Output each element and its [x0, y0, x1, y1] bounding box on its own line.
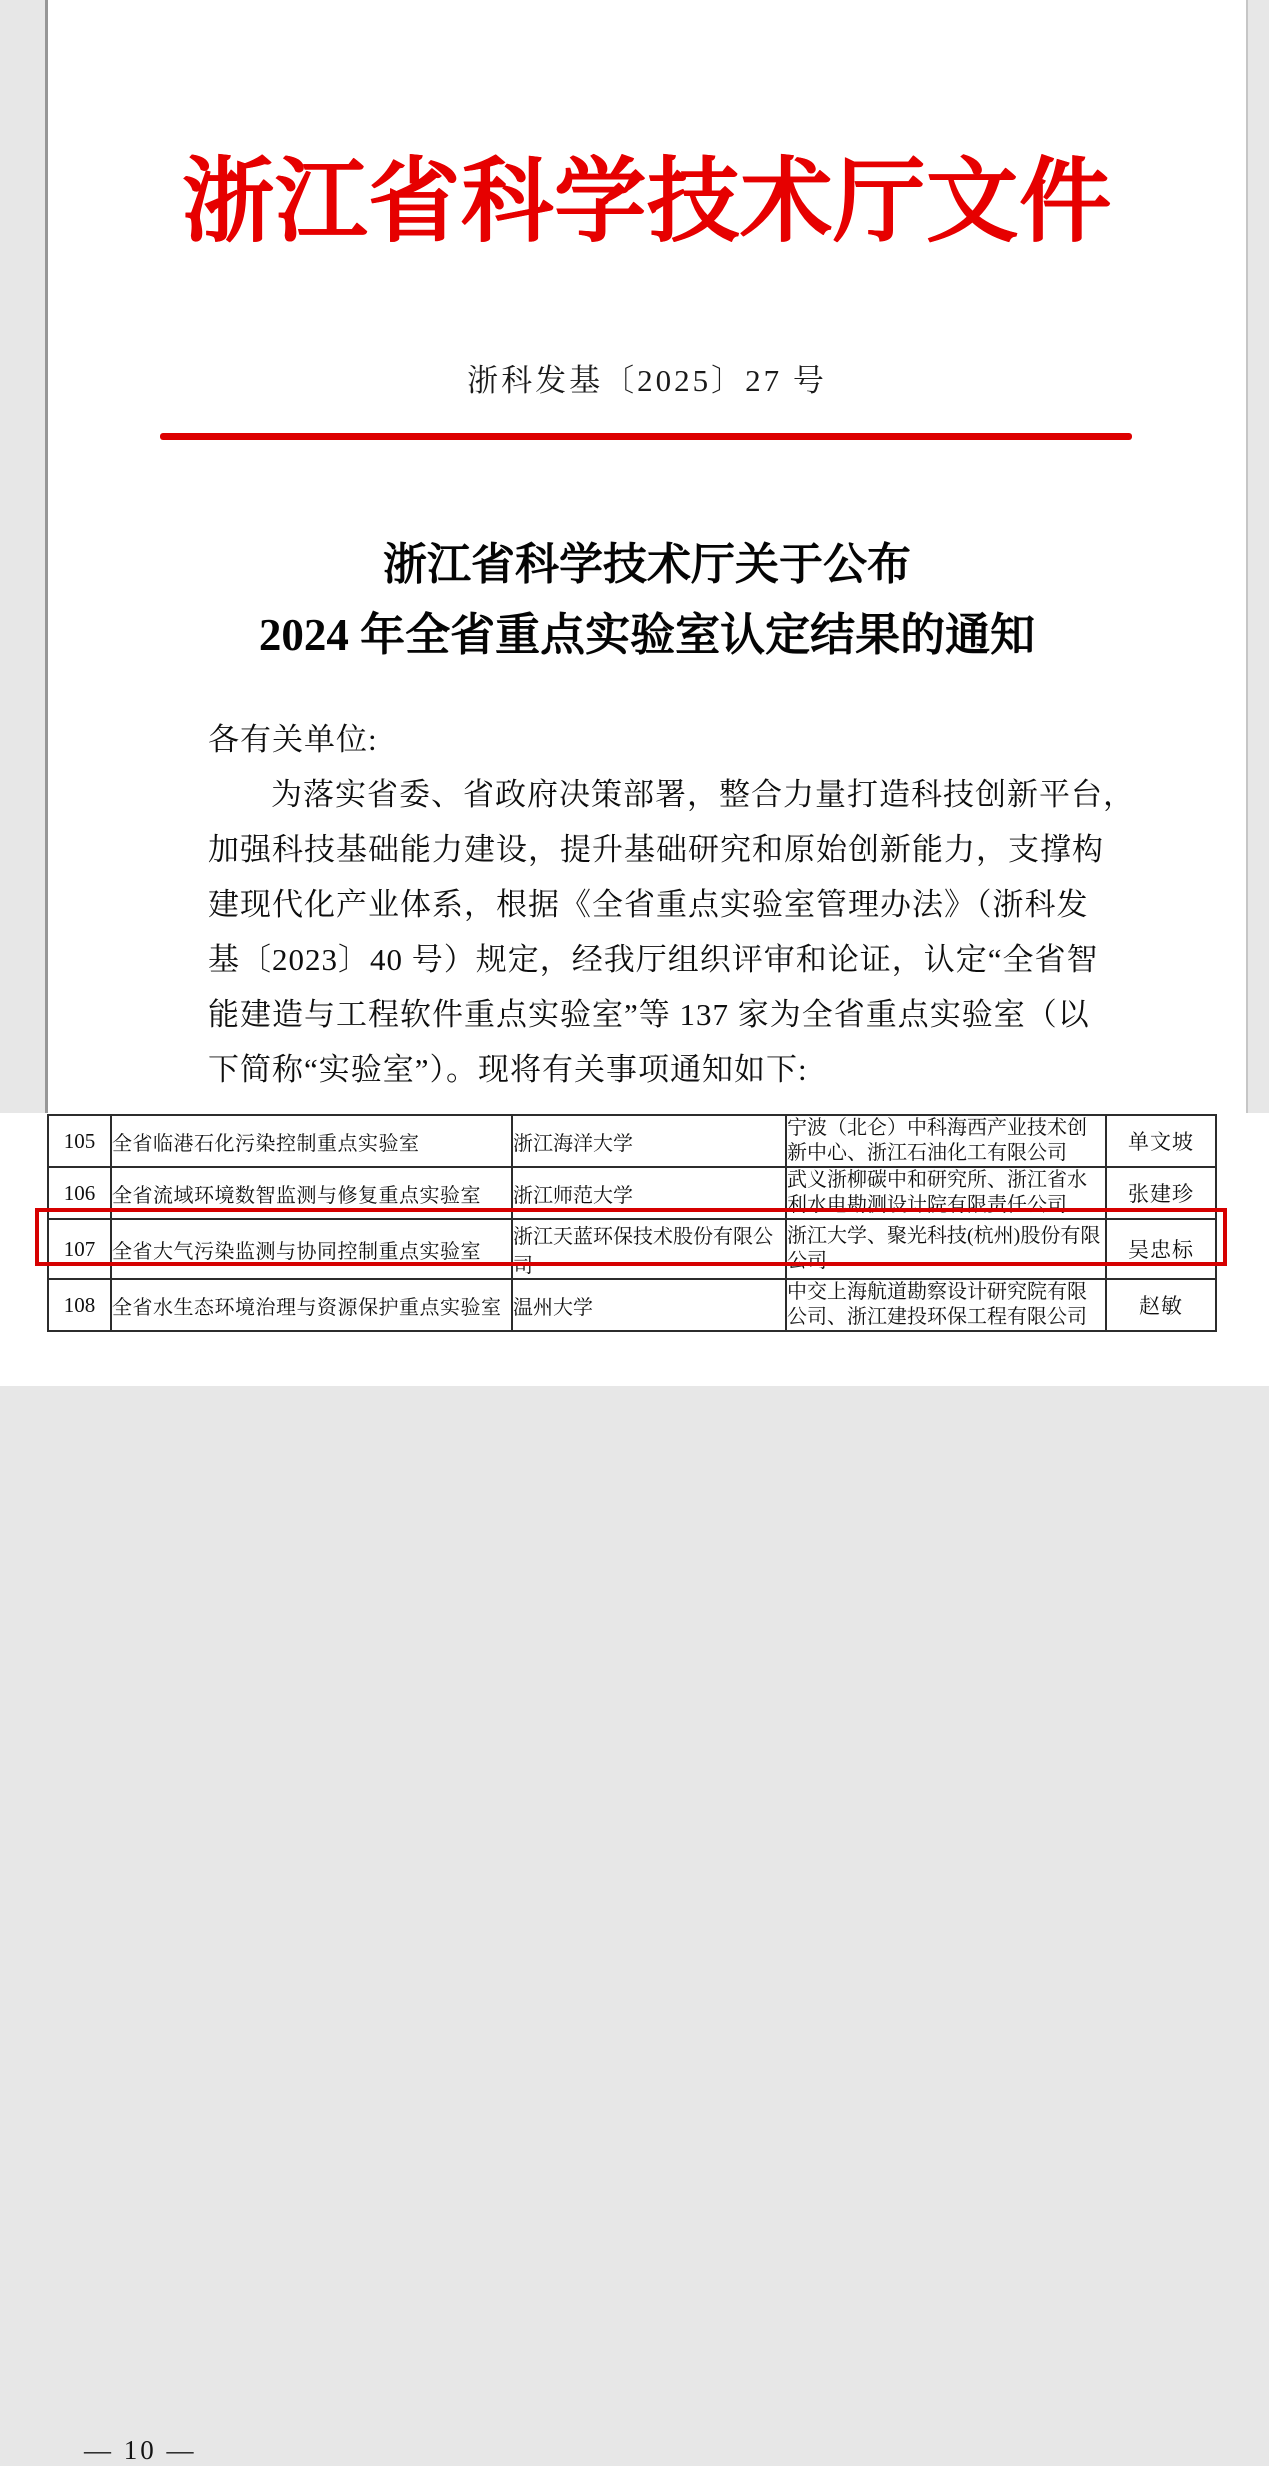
lab-name: 全省流域环境数智监测与修复重点实验室: [111, 1167, 512, 1219]
table-row: [48, 1279, 1216, 1331]
notice-title-line1: 浙江省科学技术厅关于公布: [383, 540, 911, 589]
body-line: 基〔2023〕40 号）规定，经我厅组织评审和论证，认定“全省智: [208, 942, 1099, 977]
row-number: 106: [48, 1167, 111, 1219]
row-107-highlight-box: [35, 1208, 1227, 1266]
lab-name: 全省大气污染监测与协同控制重点实验室: [111, 1219, 512, 1279]
body-line: 能建造与工程软件重点实验室”等 137 家为全省重点实验室（以: [208, 997, 1090, 1032]
row-number: 105: [48, 1115, 111, 1167]
partner-units: 武义浙柳碳中和研究所、浙江省水利水电勘测设计院有限责任公司: [786, 1167, 1106, 1219]
director-name: 赵敏: [1106, 1279, 1216, 1331]
host-unit: 温州大学: [512, 1279, 786, 1331]
host-unit: 浙江海洋大学: [512, 1115, 786, 1167]
document-number: 浙科发基〔2025〕27 号: [467, 363, 827, 398]
host-unit: 浙江天蓝环保技术股份有限公司: [512, 1219, 786, 1279]
partner-units: 宁波（北仑）中科海西产业技术创新中心、浙江石油化工有限公司: [786, 1115, 1106, 1167]
lab-name: 全省临港石化污染控制重点实验室: [111, 1115, 512, 1167]
document-body: [208, 712, 1135, 1097]
page-number: — 10 —: [84, 2435, 197, 2465]
body-line: 为落实省委、省政府决策部署，整合力量打造科技创新平台，: [271, 777, 1135, 812]
body-line: 加强科技基础能力建设，提升基础研究和原始创新能力，支撑构: [208, 832, 1104, 867]
document-page: [45, 0, 1248, 1113]
lab-name: 全省水生态环境治理与资源保护重点实验室: [111, 1279, 512, 1331]
row-number: 108: [48, 1279, 111, 1331]
row-number: 107: [48, 1219, 111, 1279]
host-unit: 浙江师范大学: [512, 1167, 786, 1219]
director-name: 单文坡: [1106, 1115, 1216, 1167]
table-row: [48, 1115, 1216, 1167]
body-line: 建现代化产业体系，根据《全省重点实验室管理办法》（浙科发: [208, 887, 1089, 922]
body-line: 下简称“实验室”）。现将有关事项通知如下:: [208, 1052, 808, 1087]
agency-header-title: 浙江省科学技术厅文件: [181, 151, 1112, 253]
partner-units: 浙江大学、聚光科技(杭州)股份有限公司: [786, 1219, 1106, 1279]
director-name: 吴忠标: [1106, 1219, 1216, 1279]
salutation: 各有关单位:: [208, 722, 378, 757]
director-name: 张建珍: [1106, 1167, 1216, 1219]
notice-title-line2: 2024 年全省重点实验室认定结果的通知: [258, 610, 1036, 660]
partner-units: 中交上海航道勘察设计研究院有限公司、浙江建投环保工程有限公司: [786, 1279, 1106, 1331]
red-divider-rule: [160, 433, 1132, 440]
